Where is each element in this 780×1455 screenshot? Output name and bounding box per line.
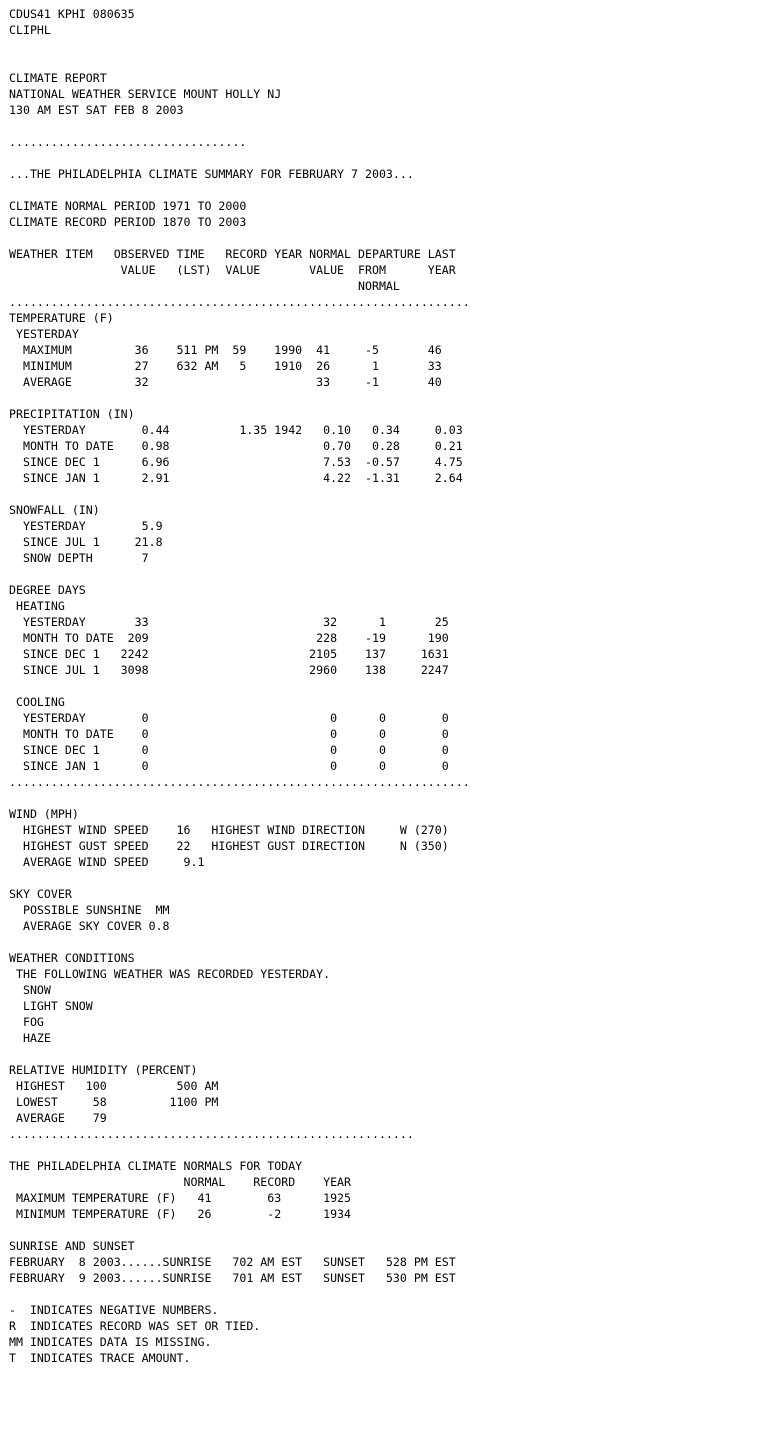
report-line: CLIMATE RECORD PERIOD 1870 TO 2003: [9, 215, 247, 229]
report-line: [9, 118, 470, 134]
report-line: [9, 934, 470, 950]
report-line: CDUS41 KPHI 080635: [9, 7, 135, 21]
report-line: [9, 230, 470, 246]
report-line: FOG: [9, 1015, 44, 1029]
report-line: SINCE DEC 1 0 0 0 0: [9, 743, 449, 757]
report-line: SNOWFALL (IN): [9, 503, 100, 517]
report-line: HIGHEST GUST SPEED 22 HIGHEST GUST DIRECTION N (350): [9, 839, 449, 853]
report-line: [9, 182, 470, 198]
report-line: YESTERDAY: [9, 327, 79, 341]
report-line: SINCE JUL 1 3098 2960 138 2247: [9, 663, 449, 677]
report-line: SNOW: [9, 983, 51, 997]
report-line: NORMAL RECORD YEAR: [9, 1175, 352, 1189]
report-line: WEATHER CONDITIONS: [9, 951, 135, 965]
report-line: T INDICATES TRACE AMOUNT.: [9, 1351, 191, 1365]
report-line: LIGHT SNOW: [9, 999, 93, 1013]
report-line: NATIONAL WEATHER SERVICE MOUNT HOLLY NJ: [9, 87, 282, 101]
report-line: [9, 1222, 470, 1238]
report-line: HIGHEST WIND SPEED 16 HIGHEST WIND DIRECTION W (270): [9, 823, 449, 837]
report-line: 130 AM EST SAT FEB 8 2003: [9, 103, 184, 117]
report-line: POSSIBLE SUNSHINE MM: [9, 903, 170, 917]
report-line: MAXIMUM 36 511 PM 59 1990 41 -5 46: [9, 343, 442, 357]
report-line: [9, 870, 470, 886]
report-line: [9, 678, 470, 694]
report-line: [9, 1046, 470, 1062]
report-line: PRECIPITATION (IN): [9, 407, 135, 421]
report-line: CLIPHL: [9, 23, 51, 37]
report-line: CLIMATE REPORT: [9, 71, 107, 85]
report-line: MM INDICATES DATA IS MISSING.: [9, 1335, 212, 1349]
report-line: [9, 38, 470, 54]
report-line: R INDICATES RECORD WAS SET OR TIED.: [9, 1319, 261, 1333]
report-line: YESTERDAY 0.44 1.35 1942 0.10 0.34 0.03: [9, 423, 463, 437]
report-line: YESTERDAY 33 32 1 25: [9, 615, 449, 629]
report-line: HAZE: [9, 1031, 51, 1045]
report-line: SINCE JUL 1 21.8: [9, 535, 163, 549]
report-line: MAXIMUM TEMPERATURE (F) 41 63 1925: [9, 1191, 352, 1205]
report-line: SINCE DEC 1 6.96 7.53 -0.57 4.75: [9, 455, 463, 469]
report-line: THE PHILADELPHIA CLIMATE NORMALS FOR TODAY: [9, 1159, 303, 1173]
report-line: MINIMUM TEMPERATURE (F) 26 -2 1934: [9, 1207, 352, 1221]
report-line: AVERAGE 79: [9, 1111, 107, 1125]
report-line: SINCE JAN 1 0 0 0 0: [9, 759, 449, 773]
report-line: FEBRUARY 9 2003......SUNRISE 701 AM EST SUNSET 530 PM EST: [9, 1271, 456, 1285]
report-line: RELATIVE HUMIDITY (PERCENT): [9, 1063, 198, 1077]
report-line: SKY COVER: [9, 887, 72, 901]
report-line: WEATHER ITEM OBSERVED TIME RECORD YEAR NORMAL DEPARTURE LAST: [9, 247, 456, 261]
report-line: SNOW DEPTH 7: [9, 551, 149, 565]
report-line: ..........................................................: [9, 1127, 414, 1141]
report-line: AVERAGE WIND SPEED 9.1: [9, 855, 205, 869]
report-line: ..................................................................: [9, 295, 470, 309]
report-line: ..................................................................: [9, 775, 470, 789]
report-line: FEBRUARY 8 2003......SUNRISE 702 AM EST SUNSET 528 PM EST: [9, 1255, 456, 1269]
report-line: YESTERDAY 5.9: [9, 519, 163, 533]
report-line: [9, 390, 470, 406]
report-line: CLIMATE NORMAL PERIOD 1971 TO 2000: [9, 199, 247, 213]
report-line: TEMPERATURE (F): [9, 311, 114, 325]
report-line: SUNRISE AND SUNSET: [9, 1239, 135, 1253]
report-line: DEGREE DAYS: [9, 583, 86, 597]
report-line: WIND (MPH): [9, 807, 79, 821]
report-line: [9, 1286, 470, 1302]
report-line: MONTH TO DATE 0 0 0 0: [9, 727, 449, 741]
report-line: YESTERDAY 0 0 0 0: [9, 711, 449, 725]
report-line: MONTH TO DATE 0.98 0.70 0.28 0.21: [9, 439, 463, 453]
report-line: ...THE PHILADELPHIA CLIMATE SUMMARY FOR FEBRUARY 7 2003...: [9, 167, 414, 181]
report-line: [9, 150, 470, 166]
report-line: - INDICATES NEGATIVE NUMBERS.: [9, 1303, 219, 1317]
report-line: [9, 790, 470, 806]
report-line: AVERAGE SKY COVER 0.8: [9, 919, 170, 933]
report-line: [9, 1142, 470, 1158]
report-line: MONTH TO DATE 209 228 -19 190: [9, 631, 449, 645]
report-line: MINIMUM 27 632 AM 5 1910 26 1 33: [9, 359, 442, 373]
report-line: HIGHEST 100 500 AM: [9, 1079, 219, 1093]
report-line: SINCE DEC 1 2242 2105 137 1631: [9, 647, 449, 661]
climate-report-text: [9, 6, 470, 1366]
report-line: COOLING: [9, 695, 65, 709]
report-line: [9, 54, 470, 70]
report-line: THE FOLLOWING WEATHER WAS RECORDED YESTERDAY.: [9, 967, 331, 981]
report-line: AVERAGE 32 33 -1 40: [9, 375, 442, 389]
report-line: LOWEST 58 1100 PM: [9, 1095, 219, 1109]
report-line: VALUE (LST) VALUE VALUE FROM YEAR: [9, 263, 456, 277]
report-line: ..................................: [9, 135, 247, 149]
report-line: SINCE JAN 1 2.91 4.22 -1.31 2.64: [9, 471, 463, 485]
report-line: HEATING: [9, 599, 65, 613]
report-line: [9, 566, 470, 582]
report-line: NORMAL: [9, 279, 400, 293]
report-line: [9, 486, 470, 502]
